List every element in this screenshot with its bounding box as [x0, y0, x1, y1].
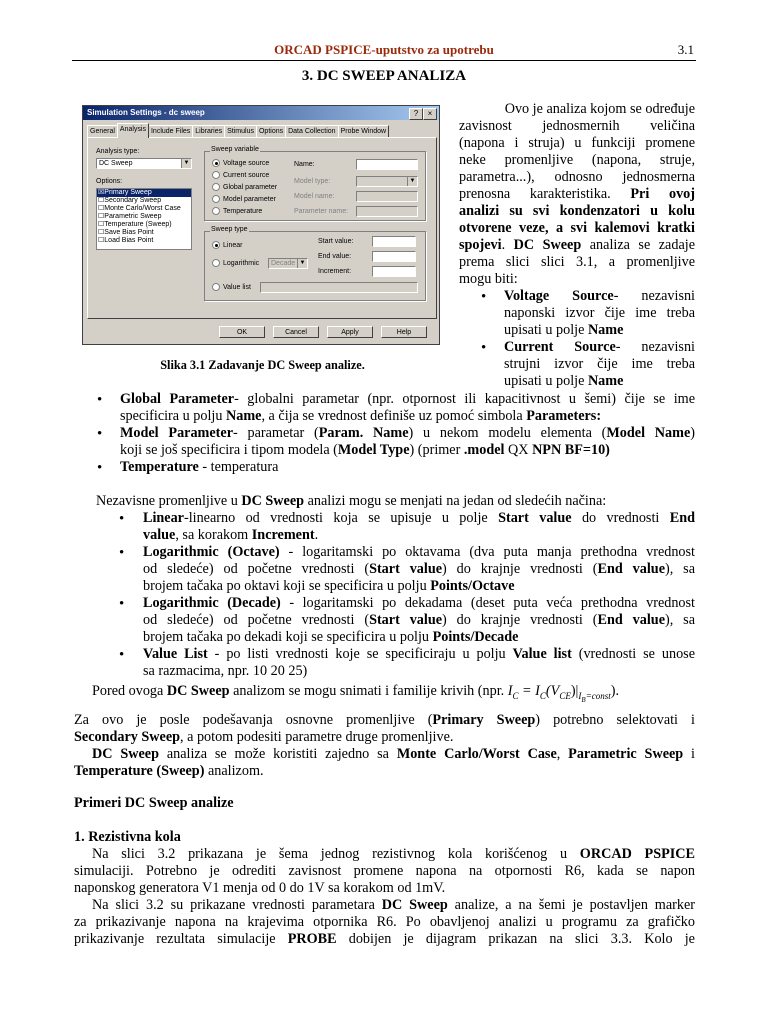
list-item-save-bias-point[interactable]: ☐Save Bias Point	[98, 229, 154, 236]
bullet-icon	[481, 293, 489, 301]
chevron-down-icon: ▼	[181, 159, 191, 168]
text-line: parametra...), odnosno jednosmerna	[459, 169, 695, 185]
text-line: (napona i struja) u funkciji promene	[459, 135, 695, 151]
bullet-icon	[97, 464, 105, 472]
text-line: Logarithmic (Octave) - logaritamski po oktavama (dva puta manja prethodna vrednost	[143, 544, 695, 560]
radio-linear[interactable]: Linear	[212, 241, 242, 250]
radio-model-parameter[interactable]: Model parameter	[212, 195, 276, 204]
analysis-tab-panel	[87, 137, 437, 319]
list-item-secondary-sweep[interactable]: ☐Secondary Sweep	[98, 197, 162, 204]
text-line: upisati u polje Name	[504, 373, 624, 389]
bullet-icon	[119, 515, 127, 523]
bullet-icon	[119, 651, 127, 659]
log-type-value: Decade	[271, 260, 296, 267]
bullet-icon	[119, 600, 127, 608]
text-line: od sledeće) od početne vrednosti (Start value) do krajnje vrednosti (End value), sa	[143, 612, 695, 628]
text-line: zavisnost jednosmernih veličina	[459, 118, 695, 134]
radio-temperature[interactable]: Temperature	[212, 207, 262, 216]
text-line: brojem tačaka po oktavi koji se specificira u polju Points/Octave	[143, 578, 515, 594]
text-line: mogu biti:	[459, 271, 518, 287]
subsection-heading: Primeri DC Sweep analize	[74, 795, 234, 811]
increment-input[interactable]	[372, 266, 416, 277]
apply-button[interactable]: Apply	[327, 326, 373, 338]
text-line: Za ovo je posle podešavanja osnovne promenljive (Primary Sweep) potrebno selektovati i	[74, 712, 695, 728]
text-line: Voltage Source- nezavisni	[504, 288, 695, 304]
tab-libraries[interactable]: Libraries	[192, 125, 225, 138]
tab-data-collection[interactable]: Data Collection	[285, 125, 338, 138]
end-value-input[interactable]	[372, 251, 416, 262]
parameter-name-input[interactable]	[356, 206, 418, 217]
tab-stimulus[interactable]: Stimulus	[224, 125, 257, 138]
options-label: Options:	[96, 178, 123, 185]
radio-voltage-source[interactable]: Voltage source	[212, 159, 269, 168]
text-line: Secondary Sweep, a potom podesiti parametre druge promenljive.	[74, 729, 454, 745]
cancel-button[interactable]: Cancel	[273, 326, 319, 338]
help-button[interactable]: Help	[381, 326, 427, 338]
parameter-name-label: Parameter name:	[294, 208, 349, 215]
text-line: Na slici 3.2 prikazana je šema jednog rezistivnog kola korišćenog u ORCAD PSPICE	[92, 846, 695, 862]
text-line: naponskog generatora V1 menja od 0 do 1V sa korakom od 1mV.	[74, 880, 446, 896]
section-title: 3. DC SWEEP ANALIZA	[301, 68, 467, 84]
end-value-label: End value:	[318, 253, 352, 260]
tab-general[interactable]: General	[87, 125, 118, 138]
model-type-label: Model type:	[294, 178, 331, 185]
model-type-select[interactable]	[356, 176, 418, 187]
analysis-type-select[interactable]	[96, 158, 192, 169]
list-item-load-bias-point[interactable]: ☐Load Bias Point	[98, 237, 154, 244]
value-list-input[interactable]	[260, 282, 418, 293]
text-line: brojem tačaka po dekadi koji se specificira u polju Points/Decade	[143, 629, 519, 645]
sweep-type-label: Sweep type	[211, 226, 248, 233]
text-line: Value List - po listi vrednosti koje se specificiraju u polju Value list (vrednosti se unose	[143, 646, 695, 662]
bullet-icon	[97, 430, 105, 438]
close-button[interactable]: ×	[423, 108, 437, 120]
text-line: koji se još specificira i tipom modela (Model Type) (primer .model QX NPN BF=10)	[120, 442, 610, 458]
text-line: Current Source- nezavisni	[504, 339, 695, 355]
text-line: Global Parameter- globalni parametar (npr. otpornost ili kapacitivnost u šemi) čije se ime	[120, 391, 695, 407]
tab-options[interactable]: Options	[256, 125, 286, 138]
text-line: Pored ovoga DC Sweep analizom se mogu snimati i familije krivih (npr. $I_C = I_C(V_{CE})|_{I_B=const}$).	[92, 683, 620, 704]
bullet-icon	[481, 344, 489, 352]
dialog-title-bar: Simulation Settings - dc sweep	[83, 106, 439, 120]
analysis-type-value: DC Sweep	[99, 160, 133, 167]
log-type-select[interactable]	[268, 258, 308, 269]
radio-value-list[interactable]: Value list	[212, 283, 251, 292]
header-rule	[72, 60, 696, 61]
list-item-parametric-sweep[interactable]: ☐Parametric Sweep	[98, 213, 162, 220]
sweep-variable-label: Sweep variable	[211, 146, 259, 153]
text-line: prema slici slici 3.1, a promenljive	[459, 254, 695, 270]
text-line: spojevi. DC Sweep analiza se zadaje	[459, 237, 695, 253]
text-line: specificira u polju Name, a čija se vrednost definiše uz pomoć simbola Parameters:	[120, 408, 602, 424]
start-value-input[interactable]	[372, 236, 416, 247]
model-name-label: Model name:	[294, 193, 335, 200]
simulation-settings-dialog	[82, 105, 440, 345]
start-value-label: Start value:	[318, 238, 354, 245]
text-line: Ovo je analiza kojom se određuje	[504, 101, 695, 117]
name-label: Name:	[294, 161, 315, 168]
bullet-icon	[119, 549, 127, 557]
text-line: sa razmacima, npr. 10 20 25)	[143, 663, 308, 679]
dialog-tabs	[87, 125, 388, 137]
text-line: DC Sweep analiza se može koristiti zajedno sa Monte Carlo/Worst Case, Parametric Sweep i	[92, 746, 695, 762]
list-item-monte-carlo[interactable]: ☐Monte Carlo/Worst Case	[98, 205, 181, 212]
text-line: Linear-linearno od vrednosti koja se upisuje u polje Start value do vrednosti End	[143, 510, 695, 526]
analysis-type-label: Analysis type:	[96, 148, 140, 155]
text-line: Na slici 3.2 su prikazane vrednosti parametara DC Sweep analize, a na šemi je postavljen marker	[92, 897, 695, 913]
text-line: strujni izvor čije ime treba	[504, 356, 695, 372]
list-item-temperature-sweep[interactable]: ☐Temperature (Sweep)	[98, 221, 172, 228]
text-line: za prikazivanje napona na krajevima otpornika R6. Po obavljenoj analizi u programu za grafičko	[74, 914, 695, 930]
text-line: otvorene veze, a svi kalemovi kratki	[459, 220, 695, 236]
text-line: Nezavisne promenljive u DC Sweep analizi mogu se menjati na jedan od sledećih načina:	[96, 493, 607, 509]
increment-label: Increment:	[318, 268, 352, 275]
options-list	[96, 188, 192, 250]
radio-current-source[interactable]: Current source	[212, 171, 269, 180]
chevron-down-icon: ▼	[297, 259, 307, 268]
text-line: simulaciji. Potrebno je odrediti zavisnost promene napona na otpornosti R6, kada se napon	[74, 863, 695, 879]
tab-include-files[interactable]: Include Files	[148, 125, 193, 138]
text-line: analizi su svi kondenzatori u kolu	[459, 203, 695, 219]
text-line: Temperature (Sweep) analizom.	[74, 763, 264, 779]
subsection-heading: 1. Rezistivna kola	[74, 829, 181, 845]
help-question-button[interactable]: ?	[409, 108, 423, 120]
running-header-title: ORCAD PSPICE-uputstvo za upotrebu	[274, 42, 494, 57]
text-line: Logarithmic (Decade) - logaritamski po dekadama (deset puta veća prethodna vrednost	[143, 595, 695, 611]
text-line: neke promenljive (napona, struje,	[459, 152, 695, 168]
text-line: Temperature - temperatura	[120, 459, 279, 475]
text-line: naponski izvor čije ime treba	[504, 305, 695, 321]
tab-analysis[interactable]: Analysis	[117, 123, 149, 138]
text-line: prenosna karakteristika. Pri ovoj	[459, 186, 695, 202]
model-name-input[interactable]	[356, 191, 418, 202]
bullet-icon	[97, 396, 105, 404]
page-number: 3.1	[677, 42, 694, 57]
radio-logarithmic[interactable]: Logarithmic	[212, 259, 259, 268]
text-line: prikazivanje rezultata simulacije PROBE dobijen je dijagram prikazan na slici 3.3. Kolo je	[74, 931, 695, 947]
text-line: value, sa korakom Increment.	[143, 527, 319, 543]
radio-global-parameter[interactable]: Global parameter	[212, 183, 277, 192]
chevron-down-icon: ▼	[407, 177, 417, 186]
tab-probe-window[interactable]: Probe Window	[338, 125, 390, 138]
list-item-primary-sweep[interactable]: ☒Primary Sweep	[97, 189, 191, 197]
text-line: Model Parameter- parametar (Param. Name) u nekom modelu elementa (Model Name)	[120, 425, 695, 441]
text-line: od sledeće) od početne vrednosti (Start value) do krajnje vrednosti (End value), sa	[143, 561, 695, 577]
text-line: upisati u polje Name	[504, 322, 624, 338]
figure-caption: Slika 3.1 Zadavanje DC Sweep analize.	[160, 358, 365, 372]
ok-button[interactable]: OK	[219, 326, 265, 338]
name-input[interactable]	[356, 159, 418, 170]
